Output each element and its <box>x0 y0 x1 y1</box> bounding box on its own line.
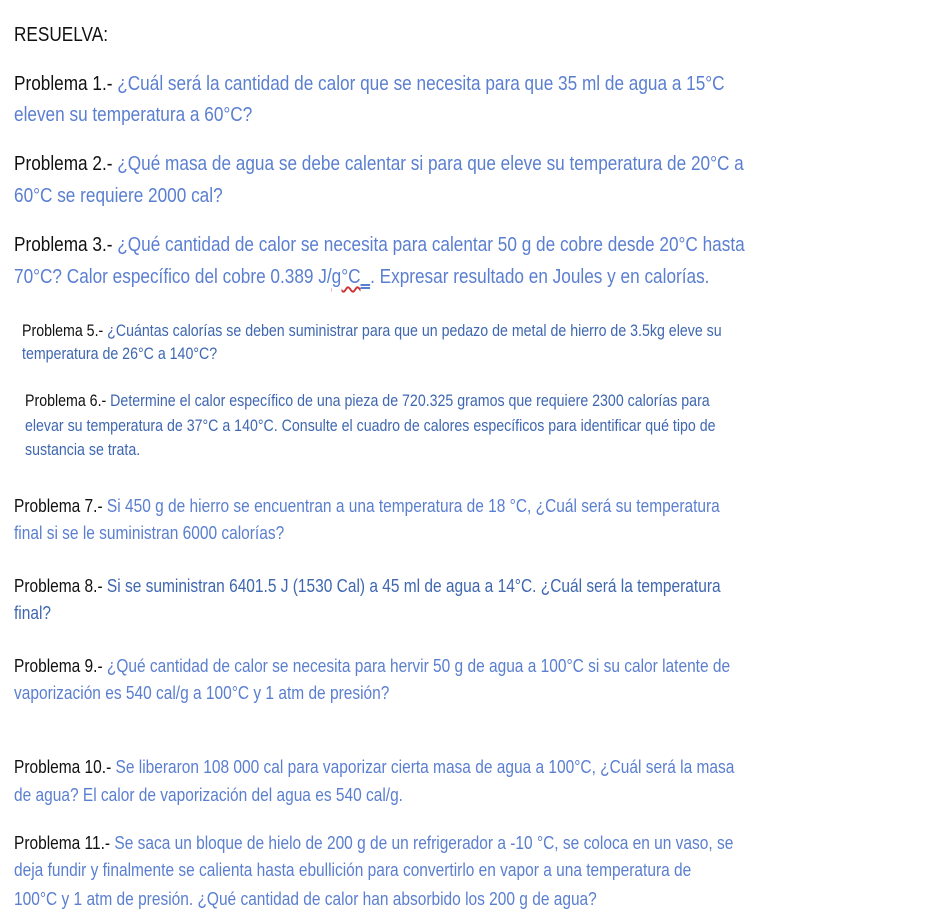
problem-label: Problema 10.- <box>14 757 116 777</box>
spellcheck-word[interactable]: g°C <box>331 266 361 288</box>
problem-text: Determine el calor específico de una pieza de 720.325 gramos que requiere 2300 calorías para <box>110 392 710 410</box>
problem-label: Problema 7.- <box>14 496 107 516</box>
problem-label: Problema 2.- <box>14 153 118 175</box>
problem-text: Se saca un bloque de hielo de 200 g de un refrigerador a -10 °C, se coloca en un vaso, se <box>114 833 734 853</box>
problem-text: ¿Qué masa de agua se debe calentar si para que eleve su temperatura de 20°C a <box>117 153 744 175</box>
problem-text: ¿Qué cantidad de calor se necesita para calentar 50 g de cobre desde 20°C hasta <box>117 234 745 256</box>
problem-text: ¿Qué cantidad de calor se necesita para hervir 50 g de agua a 100°C si su calor latente de <box>106 656 731 676</box>
problem-text: temperatura de 26°C a 140°C? <box>22 345 218 363</box>
grammar-mark[interactable] <box>360 266 370 288</box>
problem-text: eleven su temperatura a 60°C? <box>14 104 253 126</box>
problem-text: deja fundir y finalmente se calienta hasta ebullición para convertirlo en vapor a una temperatura de <box>14 860 692 880</box>
problem-label: Problema 6.- <box>25 392 111 410</box>
problem-text: 100°C y 1 atm de presión. ¿Qué cantidad de calor han absorbido los 200 g de agua? <box>14 889 597 909</box>
problem-text: 60°C se requiere 2000 cal? <box>14 185 223 207</box>
problem-text: Se liberaron 108 000 cal para vaporizar cierta masa de agua a 100°C, ¿Cuál será la masa <box>115 757 735 777</box>
problem-text: ¿Cuántas calorías se deben suministrar para que un pedazo de metal de hierro de 3.5kg eleve su <box>107 322 722 340</box>
problem-text: 70°C? Calor específico del cobre 0.389 J/ <box>14 266 332 288</box>
problem-text: sustancia se trata. <box>25 441 141 459</box>
problem-text: Si se suministran 6401.5 J (1530 Cal) a 45 ml de agua a 14°C. ¿Cuál será la temperatura <box>106 576 721 596</box>
problem-text: final? <box>14 603 52 623</box>
problem-label: Problema 11.- <box>14 833 115 853</box>
problem-text: . Expresar resultado en Joules y en calorías. <box>370 266 710 288</box>
problem-label: Problema 1.- <box>14 73 118 95</box>
heading: RESUELVA: <box>14 24 108 46</box>
problem-text: ¿Cuál será la cantidad de calor que se necesita para que 35 ml de agua a 15°C <box>117 73 725 95</box>
problem-text: final si se le suministran 6000 calorías? <box>14 523 285 543</box>
problem-text: de agua? El calor de vaporización del agua es 540 cal/g. <box>14 785 403 805</box>
problem-text: Si 450 g de hierro se encuentran a una temperatura de 18 °C, ¿Cuál será su temperatura <box>106 496 720 516</box>
problem-label: Problema 9.- <box>14 656 107 676</box>
problem-text: elevar su temperatura de 37°C a 140°C. Consulte el cuadro de calores específicos para identificar qué tipo de <box>25 417 716 435</box>
problem-label: Problema 5.- <box>22 322 108 340</box>
problem-label: Problema 8.- <box>14 576 107 596</box>
problem-label: Problema 3.- <box>14 234 118 256</box>
problem-text: vaporización es 540 cal/g a 100°C y 1 atm de presión? <box>14 683 390 703</box>
